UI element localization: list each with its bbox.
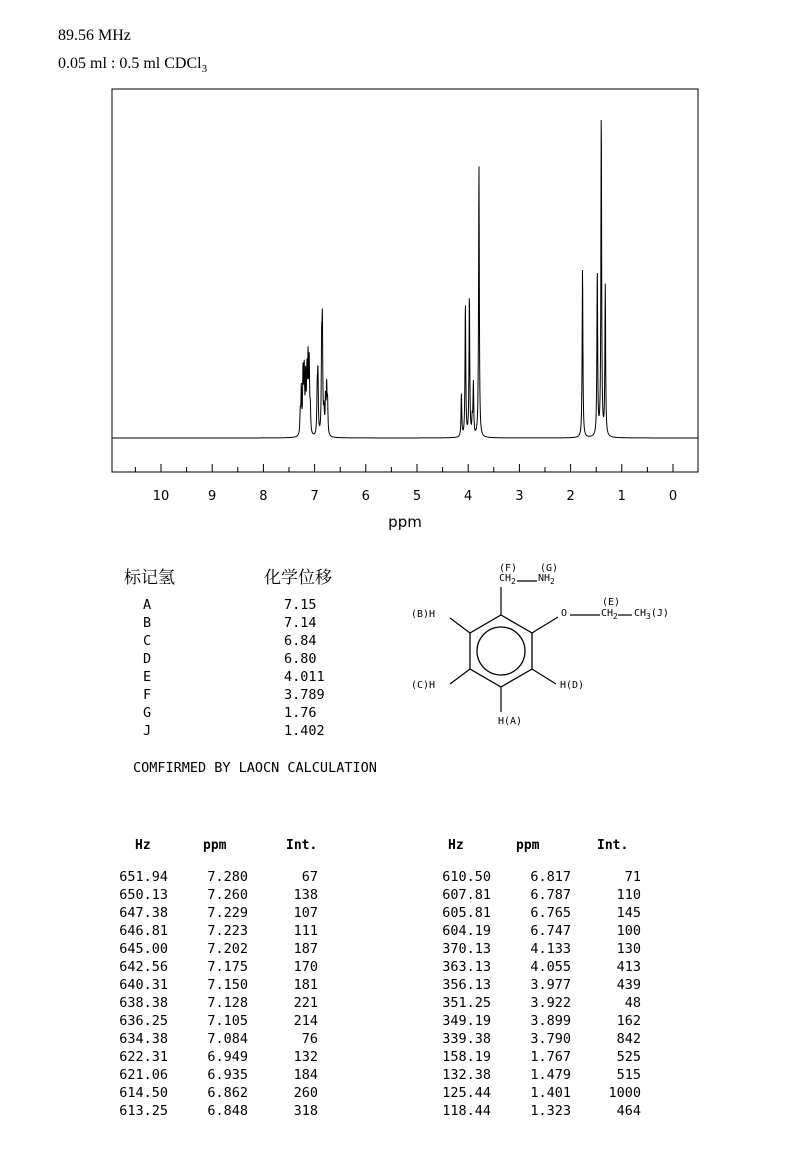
table-cell: 1.767 [530,1049,571,1065]
table-cell: 67 [301,869,318,885]
table-cell: 349.19 [442,1013,491,1029]
table-cell: 7.223 [207,923,248,939]
table-cell: 3.977 [530,977,571,993]
x-tick-label: 2 [566,489,575,504]
table-cell: 636.25 [119,1013,168,1029]
table-cell: 71 [624,869,641,885]
assignment-label: J [143,723,152,739]
assignment-shift: 6.80 [284,651,317,667]
table-cell: 111 [293,923,318,939]
x-tick-label: 5 [412,489,422,504]
ch2-amine-text: CH [499,573,512,584]
table-cell: 158.19 [442,1049,491,1065]
table-cell: 1.479 [530,1067,571,1083]
plot-frame [112,89,698,472]
x-axis-label: ppm [388,513,422,531]
table-cell: 646.81 [119,923,168,939]
table-cell: 6.787 [530,887,571,903]
table-cell: 651.94 [119,869,168,885]
ch3-sub: 3 [646,612,651,621]
x-tick-label: 9 [208,489,217,504]
x-tick-label: 3 [515,489,524,504]
table-cell: 622.31 [119,1049,168,1065]
table-cell: 439 [616,977,641,993]
bond-ring-hB [450,618,470,633]
x-tick-label: 7 [310,489,319,504]
ch3-text: CH [634,608,647,619]
x-axis-tick-labels [153,489,677,504]
table-cell: 339.38 [442,1031,491,1047]
table-cell: 1.401 [530,1085,571,1101]
table-header-int: Int. [286,838,318,853]
table-cell: 363.13 [442,959,491,975]
ch2-ethoxy-text: CH [601,608,614,619]
table-cell: 4.133 [530,941,571,957]
table-header-ppm: ppm [203,838,227,853]
table-cell: 181 [293,977,318,993]
label-G: (G) [540,563,559,574]
table-cell: 7.202 [207,941,248,957]
bond-ring-hD [532,669,556,684]
spectrum-trace [112,120,698,438]
table-cell: 370.13 [442,941,491,957]
assignment-shift: 7.14 [284,615,317,631]
table-cell: 170 [293,959,318,975]
table-cell: 7.105 [207,1013,248,1029]
table-cell: 132.38 [442,1067,491,1083]
table-cell: 638.38 [119,995,168,1011]
h-b-label: (B)H [411,609,436,620]
table-cell: 76 [301,1031,318,1047]
x-tick-label: 0 [668,489,678,504]
table-cell: 48 [624,995,641,1011]
nh2-sub: 2 [550,577,555,586]
table-cell: 1.323 [530,1103,571,1119]
table-cell: 3.899 [530,1013,571,1029]
table-cell: 621.06 [119,1067,168,1083]
table-cell: 356.13 [442,977,491,993]
table-cell: 107 [293,905,318,921]
table-cell: 3.922 [530,995,571,1011]
assignment-label: A [143,597,152,613]
table-cell: 842 [616,1031,641,1047]
table-cell: 118.44 [442,1103,491,1119]
table-cell: 6.949 [207,1049,248,1065]
table-cell: 634.38 [119,1031,168,1047]
nmr-spectrum-chart [0,0,794,545]
oxygen-atom: O [561,608,568,619]
h-d-label: H(D) [560,680,585,691]
assignment-shift: 6.84 [284,633,317,649]
spectrometer-frequency: 89.56 MHz [58,27,131,44]
table-cell: 650.13 [119,887,168,903]
sample-text: 0.05 ml : 0.5 ml CDCl [58,55,202,72]
label-F: (F) [499,563,518,574]
table-cell: 6.747 [530,923,571,939]
table-cell: 7.260 [207,887,248,903]
x-tick-label: 6 [361,489,370,504]
label-column-header: 标记氢 [124,568,175,588]
table-cell: 7.150 [207,977,248,993]
table-cell: 413 [616,959,641,975]
table-header-ppm: ppm [516,838,540,853]
table-cell: 184 [293,1067,318,1083]
table-cell: 525 [616,1049,641,1065]
shift-column-header: 化学位移 [264,568,332,588]
x-axis-ticks [135,464,673,472]
table-cell: 125.44 [442,1085,491,1101]
table-cell: 607.81 [442,887,491,903]
aromatic-circle [477,627,525,675]
table-cell: 130 [616,941,641,957]
table-cell: 3.790 [530,1031,571,1047]
table-cell: 260 [293,1085,318,1101]
table-cell: 464 [616,1103,641,1119]
x-tick-label: 4 [464,489,473,504]
table-cell: 645.00 [119,941,168,957]
assignment-label: E [143,669,152,685]
table-cell: 614.50 [119,1085,168,1101]
label-E: (E) [602,597,621,608]
table-cell: 515 [616,1067,641,1083]
bond-ring-o [532,617,558,633]
table-cell: 138 [293,887,318,903]
ch2-ethoxy-sub: 2 [613,612,618,621]
ch2-amine-sub: 2 [511,577,516,586]
table-header-hz: Hz [135,838,151,853]
table-header-int: Int. [597,838,629,853]
table-cell: 351.25 [442,995,491,1011]
ch2-ethoxy [601,608,618,621]
table-cell: 7.175 [207,959,248,975]
nh2-group [538,573,555,586]
table-cell: 6.935 [207,1067,248,1083]
table-cell: 145 [616,905,641,921]
assignment-label: D [143,651,152,667]
table-cell: 187 [293,941,318,957]
assignment-label: F [143,687,152,703]
table-cell: 6.862 [207,1085,248,1101]
x-tick-label: 8 [259,489,268,504]
h-c-label: (C)H [411,680,436,691]
assignment-shift: 4.011 [284,669,325,685]
table-cell: 6.848 [207,1103,248,1119]
table-cell: 7.084 [207,1031,248,1047]
table-cell: 604.19 [442,923,491,939]
x-tick-label: 10 [152,489,170,504]
table-cell: 4.055 [530,959,571,975]
label-J: (J) [650,608,669,619]
assignment-shift: 1.402 [284,723,325,739]
assignment-shift: 3.789 [284,687,325,703]
assignment-label: G [143,705,152,721]
table-cell: 7.280 [207,869,248,885]
table-cell: 642.56 [119,959,168,975]
ch3-group [634,608,669,621]
molecular-structure [400,560,700,735]
table-cell: 1000 [608,1085,641,1101]
x-tick-label: 1 [617,489,626,504]
table-cell: 110 [616,887,641,903]
table-cell: 318 [293,1103,318,1119]
confirmation-note: COMFIRMED BY LAOCN CALCULATION [133,760,377,776]
assignment-shift: 1.76 [284,705,317,721]
assignment-shift: 7.15 [284,597,317,613]
table-cell: 221 [293,995,318,1011]
table-cell: 613.25 [119,1103,168,1119]
table-cell: 6.817 [530,869,571,885]
table-cell: 132 [293,1049,318,1065]
table-cell: 647.38 [119,905,168,921]
ch2-amine [499,573,516,586]
sample-subscript: 3 [201,63,208,76]
table-cell: 605.81 [442,905,491,921]
table-cell: 162 [616,1013,641,1029]
table-cell: 6.765 [530,905,571,921]
nh2-text: NH [538,573,551,584]
table-cell: 640.31 [119,977,168,993]
assignment-label: B [143,615,152,631]
table-cell: 100 [616,923,641,939]
benzene-ring [470,615,532,687]
table-cell: 610.50 [442,869,491,885]
table-cell: 7.229 [207,905,248,921]
table-cell: 214 [293,1013,318,1029]
assignment-label: C [143,633,152,649]
table-header-hz: Hz [448,838,464,853]
h-a-label: H(A) [498,716,523,727]
bond-ring-hC [450,669,470,684]
table-cell: 7.128 [207,995,248,1011]
